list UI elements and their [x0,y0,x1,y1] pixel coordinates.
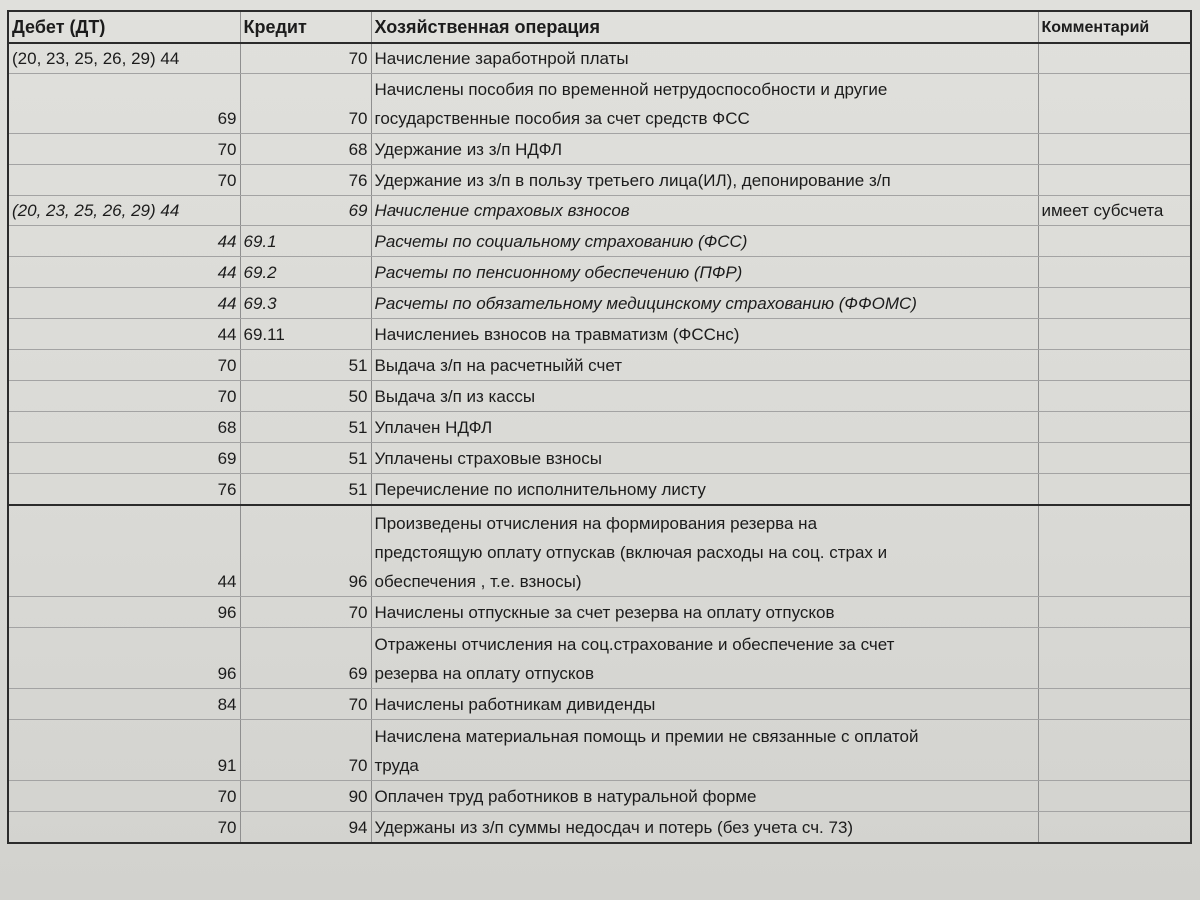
comment-cell [1038,165,1191,196]
operation-cell [371,781,1038,812]
operation-line: Начислены пособия по временной нетрудоспособности и другие [374,80,888,99]
operation-line: Расчеты по пенсионному обеспечению (ПФР) [374,263,743,282]
comment-cell [1038,689,1191,720]
credit-cell: 70 [240,720,371,781]
credit-cell: 70 [240,597,371,628]
operation-line: труда [374,756,419,775]
debit-cell: 70 [8,134,240,165]
comment-cell [1038,474,1191,506]
debit-cell: 70 [8,781,240,812]
credit-cell: 69.1 [240,226,371,257]
comment-cell [1038,257,1191,288]
table-row [8,257,1191,288]
debit-cell: 44 [8,226,240,257]
comment-cell [1038,597,1191,628]
table-row [8,812,1191,844]
operation-cell [371,134,1038,165]
operation-line: Начислены работникам дивиденды [374,695,656,714]
operation-cell [371,350,1038,381]
debit-cell: 91 [8,720,240,781]
debit-cell: 96 [8,597,240,628]
comment-cell [1038,412,1191,443]
operation-cell [371,474,1038,506]
header-comment: Комментарий [1038,11,1191,43]
operation-cell [371,226,1038,257]
operation-cell [371,597,1038,628]
operation-line: Перечисление по исполнительному листу [374,480,706,499]
table-row [8,226,1191,257]
operation-line: Начисление заработнрой платы [374,49,629,68]
debit-cell: (20, 23, 25, 26, 29) 44 [8,43,240,74]
table-row [8,720,1191,781]
comment-cell [1038,812,1191,844]
credit-cell: 51 [240,443,371,474]
operation-line: государственные пособия за счет средств ФСС [374,109,750,128]
operation-line: Начислена материальная помощь и премии не связанные с оплатой [374,727,919,746]
table-row [8,43,1191,74]
comment-cell [1038,443,1191,474]
debit-cell: 68 [8,412,240,443]
operation-cell [371,257,1038,288]
header-credit: Кредит [240,11,371,43]
operation-cell [371,43,1038,74]
credit-cell: 69 [240,628,371,689]
accounting-entries-table [7,10,1192,844]
credit-cell: 90 [240,781,371,812]
debit-cell: 69 [8,443,240,474]
table-row [8,288,1191,319]
operation-line: обеспечения , т.е. взносы) [374,572,582,591]
credit-cell: 76 [240,165,371,196]
operation-line: Оплачен труд работников в натуральной форме [374,787,757,806]
operation-cell [371,720,1038,781]
table-row [8,474,1191,506]
debit-cell: 70 [8,381,240,412]
operation-cell [371,165,1038,196]
comment-cell [1038,505,1191,597]
operation-cell [371,812,1038,844]
credit-cell: 51 [240,474,371,506]
credit-cell: 70 [240,43,371,74]
operation-cell [371,628,1038,689]
operation-line: Расчеты по социальному страхованию (ФСС) [374,232,748,251]
table-row [8,597,1191,628]
operation-cell [371,319,1038,350]
operation-line: Удержаны из з/п суммы недосдач и потерь (без учета сч. 73) [374,818,854,837]
debit-cell: 70 [8,165,240,196]
operation-line: предстоящую оплату отпускав (включая расходы на соц. страх и [374,543,888,562]
comment-cell [1038,134,1191,165]
credit-cell: 69.3 [240,288,371,319]
comment-cell: имеет субсчета [1038,196,1191,226]
credit-cell: 51 [240,412,371,443]
debit-cell: 84 [8,689,240,720]
debit-cell: 69 [8,74,240,134]
operation-line: Уплачены страховые взносы [374,449,602,468]
credit-cell: 69.2 [240,257,371,288]
operation-cell [371,505,1038,597]
comment-cell [1038,319,1191,350]
operation-line: Удержание из з/п в пользу третьего лица(ИЛ), депонирование з/п [374,171,891,190]
comment-cell [1038,781,1191,812]
debit-cell: 44 [8,257,240,288]
comment-cell [1038,381,1191,412]
comment-cell [1038,288,1191,319]
table-row [8,505,1191,597]
comment-cell [1038,226,1191,257]
comment-cell [1038,74,1191,134]
credit-cell: 96 [240,505,371,597]
comment-cell [1038,350,1191,381]
operation-line: Начислениеь взносов на травматизм (ФССнс) [374,325,740,344]
debit-cell: 44 [8,288,240,319]
operation-line: Начисление страховых взносов [374,201,630,220]
table-row [8,628,1191,689]
operation-line: Произведены отчисления на формирования резерва на [374,514,818,533]
operation-cell [371,288,1038,319]
comment-cell [1038,628,1191,689]
table-row [8,350,1191,381]
credit-cell: 68 [240,134,371,165]
debit-cell: 44 [8,505,240,597]
table-row [8,381,1191,412]
table-row [8,196,1191,226]
table-row [8,443,1191,474]
table-row [8,781,1191,812]
header-debit: Дебет (ДТ) [8,11,240,43]
credit-cell: 69.11 [240,319,371,350]
debit-cell: 96 [8,628,240,689]
credit-cell: 51 [240,350,371,381]
operation-line: Удержание из з/п НДФЛ [374,140,563,159]
comment-cell [1038,720,1191,781]
table-row [8,134,1191,165]
credit-cell: 70 [240,689,371,720]
credit-cell: 50 [240,381,371,412]
debit-cell: 70 [8,812,240,844]
operation-line: Выдача з/п из кассы [374,387,536,406]
operation-line: Уплачен НДФЛ [374,418,493,437]
debit-cell: 76 [8,474,240,506]
operation-line: Отражены отчисления на соц.страхование и обеспечение за счет [374,635,895,654]
operation-line: резерва на оплату отпусков [374,664,594,683]
operation-line: Начислены отпускные за счет резерва на оплату отпусков [374,603,835,622]
table-row [8,165,1191,196]
credit-cell: 69 [240,196,371,226]
header-operation: Хозяйственная операция [371,11,1038,43]
credit-cell: 70 [240,74,371,134]
table-row [8,319,1191,350]
comment-cell [1038,43,1191,74]
operation-cell [371,381,1038,412]
debit-cell: (20, 23, 25, 26, 29) 44 [8,196,240,226]
debit-cell: 44 [8,319,240,350]
operation-cell [371,689,1038,720]
operation-cell [371,74,1038,134]
operation-cell [371,443,1038,474]
credit-cell: 94 [240,812,371,844]
operation-line: Расчеты по обязательному медицинскому страхованию (ФФОМС) [374,294,917,313]
header-row [8,11,1191,43]
operation-cell [371,412,1038,443]
debit-cell: 70 [8,350,240,381]
table-row [8,689,1191,720]
operation-cell [371,196,1038,226]
table-row [8,412,1191,443]
operation-line: Выдача з/п на расчетныйй счет [374,356,623,375]
table-row [8,74,1191,134]
